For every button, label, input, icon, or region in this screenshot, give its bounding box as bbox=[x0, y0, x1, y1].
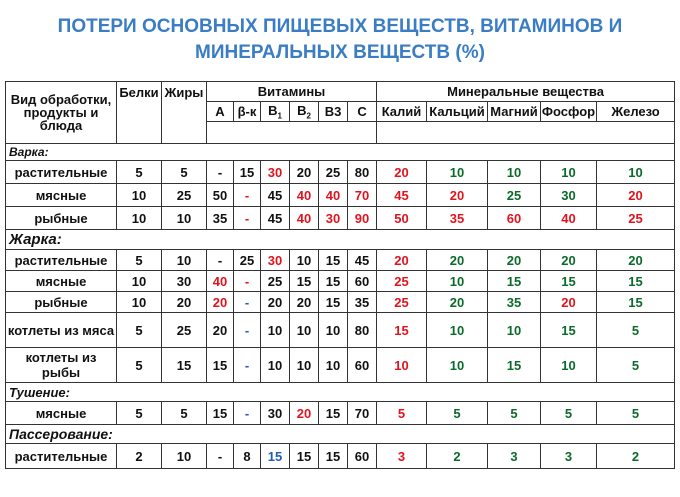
cell-vit-b2: 10 bbox=[290, 313, 319, 348]
section-row-boil bbox=[6, 144, 675, 161]
cell-min-k: 20 bbox=[377, 161, 427, 184]
cell-min-p: 40 bbox=[541, 207, 597, 230]
cell-label: котлеты из рыбы bbox=[6, 348, 117, 383]
cell-vit-beta: - bbox=[234, 184, 261, 207]
header-min-ca: Кальций bbox=[427, 102, 488, 122]
cell-vit-a: 15 bbox=[207, 402, 234, 425]
cell-min-ca: 5 bbox=[427, 402, 488, 425]
cell-min-ca: 10 bbox=[427, 348, 488, 383]
cell-protein: 10 bbox=[117, 292, 162, 313]
cell-min-ca: 10 bbox=[427, 313, 488, 348]
cell-vit-b2: 40 bbox=[290, 184, 319, 207]
cell-min-ca: 10 bbox=[427, 161, 488, 184]
header-minerals: Минеральные вещества bbox=[377, 82, 675, 102]
cell-vit-c: 60 bbox=[348, 444, 377, 469]
header-vit-b2: $B_2$ bbox=[290, 102, 319, 122]
cell-min-k: 50 bbox=[377, 207, 427, 230]
cell-min-fe: 15 bbox=[597, 292, 675, 313]
cell-min-p: 10 bbox=[541, 161, 597, 184]
cell-min-mg: 3 bbox=[488, 444, 541, 469]
header-vit-spacer bbox=[207, 122, 377, 144]
cell-fat: 10 bbox=[162, 250, 207, 271]
cell-min-k: 15 bbox=[377, 313, 427, 348]
cell-vit-b2: 20 bbox=[290, 402, 319, 425]
header-treatment: Вид обработки, продукты и блюда bbox=[6, 82, 117, 144]
cell-vit-a: - bbox=[207, 161, 234, 184]
header-row-1 bbox=[6, 82, 675, 102]
cell-vit-a: 35 bbox=[207, 207, 234, 230]
cell-vit-b3: 10 bbox=[319, 348, 348, 383]
table-row bbox=[6, 292, 675, 313]
cell-vit-b3: 15 bbox=[319, 402, 348, 425]
cell-min-ca: 35 bbox=[427, 207, 488, 230]
section-label: Варка: bbox=[6, 144, 675, 161]
cell-vit-beta: - bbox=[234, 292, 261, 313]
cell-fat: 25 bbox=[162, 313, 207, 348]
cell-vit-beta: - bbox=[234, 271, 261, 292]
cell-vit-c: 80 bbox=[348, 161, 377, 184]
cell-vit-b3: 15 bbox=[319, 271, 348, 292]
cell-protein: 5 bbox=[117, 402, 162, 425]
cell-min-fe: 5 bbox=[597, 313, 675, 348]
cell-min-mg: 15 bbox=[488, 348, 541, 383]
page-title bbox=[0, 14, 680, 66]
cell-min-p: 10 bbox=[541, 348, 597, 383]
cell-vit-c: 70 bbox=[348, 402, 377, 425]
cell-fat: 20 bbox=[162, 292, 207, 313]
cell-min-k: 25 bbox=[377, 292, 427, 313]
cell-vit-b1: 15 bbox=[261, 444, 290, 469]
cell-vit-beta: - bbox=[234, 207, 261, 230]
cell-label: рыбные bbox=[6, 292, 117, 313]
cell-vit-c: 35 bbox=[348, 292, 377, 313]
cell-label: растительные bbox=[6, 161, 117, 184]
cell-fat: 30 bbox=[162, 271, 207, 292]
cell-label: мясные bbox=[6, 184, 117, 207]
cell-min-mg: 20 bbox=[488, 250, 541, 271]
header-min-fe: Железо bbox=[597, 102, 675, 122]
header-min-p: Фосфор bbox=[541, 102, 597, 122]
cell-vit-b1: 20 bbox=[261, 292, 290, 313]
cell-min-mg: 25 bbox=[488, 184, 541, 207]
header-fat: Жиры bbox=[162, 82, 207, 144]
cell-vit-a: 15 bbox=[207, 348, 234, 383]
cell-fat: 5 bbox=[162, 402, 207, 425]
table-row bbox=[6, 207, 675, 230]
cell-vit-b3: 30 bbox=[319, 207, 348, 230]
table-row bbox=[6, 161, 675, 184]
cell-vit-a: 50 bbox=[207, 184, 234, 207]
cell-vit-c: 45 bbox=[348, 250, 377, 271]
table-row bbox=[6, 444, 675, 469]
cell-vit-a: 40 bbox=[207, 271, 234, 292]
cell-min-p: 15 bbox=[541, 313, 597, 348]
cell-label: котлеты из мяса bbox=[6, 313, 117, 348]
cell-min-ca: 20 bbox=[427, 184, 488, 207]
section-row-fry bbox=[6, 230, 675, 250]
cell-protein: 5 bbox=[117, 348, 162, 383]
header-min-k: Калий bbox=[377, 102, 427, 122]
header-vit-b1: $B_1$ bbox=[261, 102, 290, 122]
table-row bbox=[6, 271, 675, 292]
header-min-spacer bbox=[377, 122, 675, 144]
table-row bbox=[6, 402, 675, 425]
cell-min-fe: 5 bbox=[597, 402, 675, 425]
cell-vit-b2: 20 bbox=[290, 292, 319, 313]
cell-vit-c: 60 bbox=[348, 271, 377, 292]
cell-fat: 15 bbox=[162, 348, 207, 383]
cell-vit-b1: 10 bbox=[261, 348, 290, 383]
cell-vit-beta: - bbox=[234, 348, 261, 383]
cell-vit-b3: 25 bbox=[319, 161, 348, 184]
cell-protein: 2 bbox=[117, 444, 162, 469]
cell-min-fe: 25 bbox=[597, 207, 675, 230]
cell-min-p: 20 bbox=[541, 292, 597, 313]
cell-min-k: 20 bbox=[377, 250, 427, 271]
cell-vit-b3: 10 bbox=[319, 313, 348, 348]
cell-protein: 10 bbox=[117, 207, 162, 230]
cell-vit-c: 80 bbox=[348, 313, 377, 348]
cell-vit-b2: 15 bbox=[290, 271, 319, 292]
cell-min-ca: 10 bbox=[427, 271, 488, 292]
header-vitamins: Витамины bbox=[207, 82, 377, 102]
cell-vit-beta: - bbox=[234, 402, 261, 425]
cell-label: растительные bbox=[6, 444, 117, 469]
cell-min-fe: 15 bbox=[597, 271, 675, 292]
cell-vit-b3: 40 bbox=[319, 184, 348, 207]
section-label: Пассерование: bbox=[6, 425, 675, 444]
table-row bbox=[6, 313, 675, 348]
cell-vit-beta: 8 bbox=[234, 444, 261, 469]
cell-label: мясные bbox=[6, 402, 117, 425]
header-vit-c: C bbox=[348, 102, 377, 122]
table-row bbox=[6, 184, 675, 207]
cell-vit-a: 20 bbox=[207, 292, 234, 313]
cell-vit-b2: 40 bbox=[290, 207, 319, 230]
cell-min-p: 5 bbox=[541, 402, 597, 425]
section-row-saute bbox=[6, 425, 675, 444]
table-row bbox=[6, 250, 675, 271]
cell-min-mg: 35 bbox=[488, 292, 541, 313]
nutrient-loss-table bbox=[5, 81, 675, 469]
cell-min-mg: 10 bbox=[488, 313, 541, 348]
cell-protein: 10 bbox=[117, 271, 162, 292]
cell-protein: 5 bbox=[117, 161, 162, 184]
cell-vit-b1: 45 bbox=[261, 184, 290, 207]
cell-vit-b3: 15 bbox=[319, 292, 348, 313]
cell-min-k: 5 bbox=[377, 402, 427, 425]
header-vit-a: A bbox=[207, 102, 234, 122]
cell-min-fe: 10 bbox=[597, 161, 675, 184]
header-vit-beta: β-к bbox=[234, 102, 261, 122]
cell-vit-b1: 10 bbox=[261, 313, 290, 348]
cell-min-fe: 20 bbox=[597, 184, 675, 207]
cell-vit-b3: 15 bbox=[319, 250, 348, 271]
cell-protein: 10 bbox=[117, 184, 162, 207]
title-line-2: МИНЕРАЛЬНЫХ ВЕЩЕСТВ (%) bbox=[195, 42, 485, 63]
section-row-stew bbox=[6, 383, 675, 402]
cell-vit-b2: 10 bbox=[290, 348, 319, 383]
cell-min-p: 15 bbox=[541, 271, 597, 292]
cell-min-mg: 5 bbox=[488, 402, 541, 425]
table-row bbox=[6, 348, 675, 383]
cell-min-mg: 15 bbox=[488, 271, 541, 292]
cell-vit-b1: 30 bbox=[261, 250, 290, 271]
cell-vit-c: 70 bbox=[348, 184, 377, 207]
cell-vit-b1: 45 bbox=[261, 207, 290, 230]
cell-min-mg: 60 bbox=[488, 207, 541, 230]
cell-min-mg: 10 bbox=[488, 161, 541, 184]
cell-min-k: 45 bbox=[377, 184, 427, 207]
cell-vit-beta: 25 bbox=[234, 250, 261, 271]
title-line-1: ПОТЕРИ ОСНОВНЫХ ПИЩЕВЫХ ВЕЩЕСТВ, ВИТАМИНОВ И bbox=[57, 16, 623, 37]
cell-label: рыбные bbox=[6, 207, 117, 230]
cell-vit-b3: 15 bbox=[319, 444, 348, 469]
cell-protein: 5 bbox=[117, 250, 162, 271]
cell-fat: 10 bbox=[162, 207, 207, 230]
cell-min-p: 20 bbox=[541, 250, 597, 271]
cell-min-ca: 2 bbox=[427, 444, 488, 469]
cell-min-k: 10 bbox=[377, 348, 427, 383]
cell-vit-b2: 10 bbox=[290, 250, 319, 271]
cell-vit-b2: 15 bbox=[290, 444, 319, 469]
cell-min-p: 3 bbox=[541, 444, 597, 469]
header-protein: Белки bbox=[117, 82, 162, 144]
cell-protein: 5 bbox=[117, 313, 162, 348]
cell-vit-b1: 30 bbox=[261, 161, 290, 184]
cell-vit-b2: 20 bbox=[290, 161, 319, 184]
cell-fat: 10 bbox=[162, 444, 207, 469]
section-label: Тушение: bbox=[6, 383, 675, 402]
cell-vit-b1: 25 bbox=[261, 271, 290, 292]
cell-min-fe: 2 bbox=[597, 444, 675, 469]
cell-vit-a: - bbox=[207, 444, 234, 469]
cell-min-ca: 20 bbox=[427, 250, 488, 271]
cell-vit-a: - bbox=[207, 250, 234, 271]
cell-vit-c: 60 bbox=[348, 348, 377, 383]
cell-min-k: 25 bbox=[377, 271, 427, 292]
cell-min-p: 30 bbox=[541, 184, 597, 207]
cell-fat: 25 bbox=[162, 184, 207, 207]
cell-vit-a: 20 bbox=[207, 313, 234, 348]
cell-vit-c: 90 bbox=[348, 207, 377, 230]
cell-label: растительные bbox=[6, 250, 117, 271]
header-vit-b3: B3 bbox=[319, 102, 348, 122]
cell-min-fe: 20 bbox=[597, 250, 675, 271]
cell-label: мясные bbox=[6, 271, 117, 292]
cell-vit-b1: 30 bbox=[261, 402, 290, 425]
cell-min-ca: 20 bbox=[427, 292, 488, 313]
header-min-mg: Магний bbox=[488, 102, 541, 122]
cell-vit-beta: - bbox=[234, 313, 261, 348]
cell-fat: 5 bbox=[162, 161, 207, 184]
cell-min-k: 3 bbox=[377, 444, 427, 469]
cell-min-fe: 5 bbox=[597, 348, 675, 383]
cell-vit-beta: 15 bbox=[234, 161, 261, 184]
section-label: Жарка: bbox=[6, 230, 675, 250]
